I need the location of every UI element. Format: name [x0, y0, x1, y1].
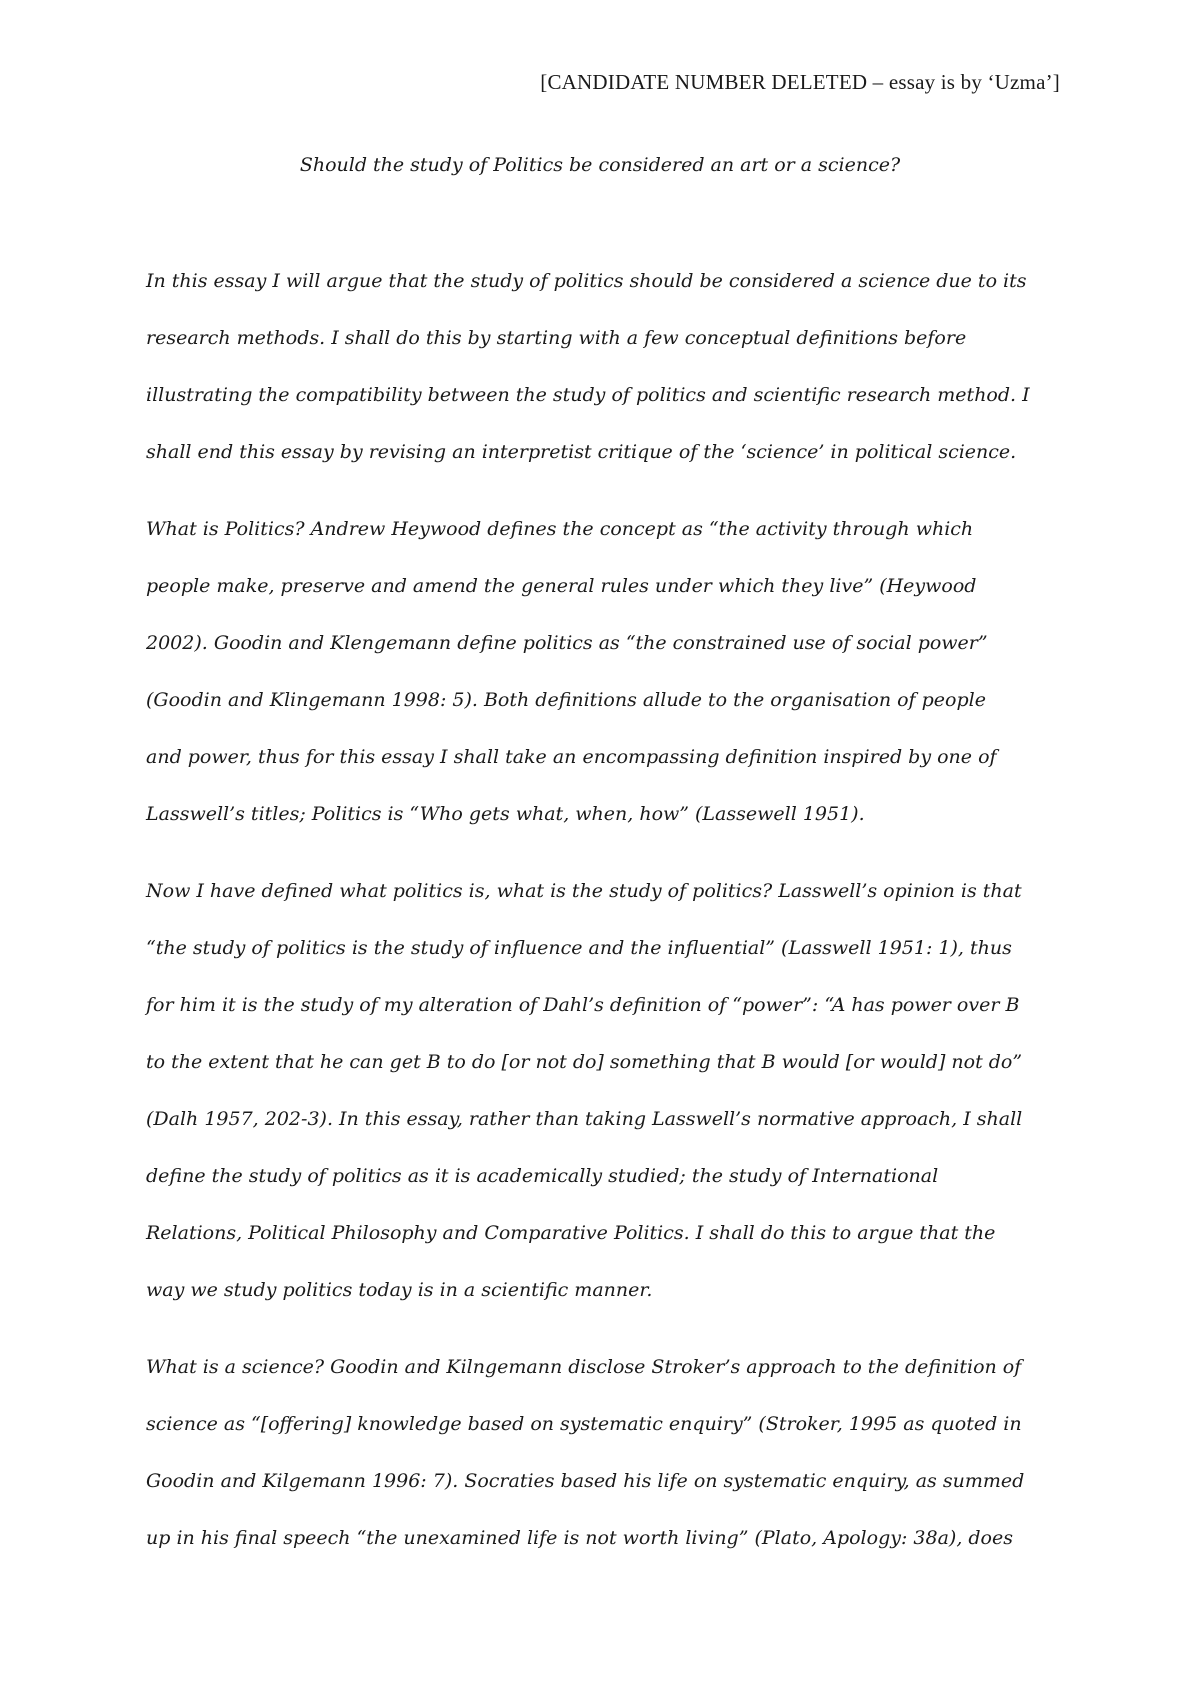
paragraph-line: Relations, Political Philosophy and Comparative Politics. I shall do this to argue that the [146, 1222, 996, 1244]
paragraph-line: (Dalh 1957, 202-3). In this essay, rather than taking Lasswell’s normative approach, I shall [146, 1108, 1023, 1130]
candidate-header-note: [CANDIDATE NUMBER DELETED – essay is by ‘Uzma’] [540, 70, 1060, 94]
paragraph-line: “the study of politics is the study of influence and the influential” (Lasswell 1951: 1), thus [146, 937, 1012, 959]
paragraph-line: for him it is the study of my alteration of Dahl’s definition of “power”: “A has power over B [146, 994, 1020, 1016]
paragraph-introduction [146, 266, 1076, 494]
paragraph-line: 2002). Goodin and Klengemann define politics as “the constrained use of social power” [146, 632, 988, 654]
essay-title: Should the study of Politics be considered an art or a science? [299, 154, 901, 176]
essay-body [146, 266, 1076, 1600]
paragraph-line: shall end this essay by revising an interpretist critique of the ‘science’ in political science. [146, 441, 1017, 463]
paragraph-line: In this essay I will argue that the study of politics should be considered a science due to its [146, 270, 1027, 292]
paragraph-line: Lasswell’s titles; Politics is “Who gets what, when, how” (Lassewell 1951). [146, 803, 865, 825]
paragraph-line: science as “[offering] knowledge based on systematic enquiry” (Stroker, 1995 as quoted in [146, 1413, 1022, 1435]
paragraph-what-is-science [146, 1352, 1076, 1580]
paragraph-line: illustrating the compatibility between the study of politics and scientific research method. I [146, 384, 1030, 406]
paragraph-line: define the study of politics as it is academically studied; the study of International [146, 1165, 939, 1187]
paragraph-line: to the extent that he can get B to do [or not do] something that B would [or would] not do” [146, 1051, 1023, 1073]
paragraph-what-is-politics [146, 514, 1076, 856]
paragraph-line: What is a science? Goodin and Kilngemann disclose Stroker’s approach to the definition of [146, 1356, 1022, 1378]
paragraph-line: and power, thus for this essay I shall take an encompassing definition inspired by one of [146, 746, 997, 768]
paragraph-line: research methods. I shall do this by starting with a few conceptual definitions before [146, 327, 967, 349]
paragraph-line: way we study politics today is in a scientific manner. [146, 1279, 653, 1301]
paragraph-line: up in his final speech “the unexamined life is not worth living” (Plato, Apology: 38a), does [146, 1527, 1013, 1549]
paragraph-line: Goodin and Kilgemann 1996: 7). Socraties based his life on systematic enquiry, as summed [146, 1470, 1025, 1492]
paragraph-line: Now I have defined what politics is, what is the study of politics? Lasswell’s opinion is that [146, 880, 1022, 902]
paragraph-line: (Goodin and Klingemann 1998: 5). Both definitions allude to the organisation of people [146, 689, 986, 711]
paragraph-line: What is Politics? Andrew Heywood defines the concept as “the activity through which [146, 518, 974, 540]
paragraph-study-of-politics [146, 876, 1076, 1332]
paragraph-line: people make, preserve and amend the general rules under which they live” (Heywood [146, 575, 977, 597]
